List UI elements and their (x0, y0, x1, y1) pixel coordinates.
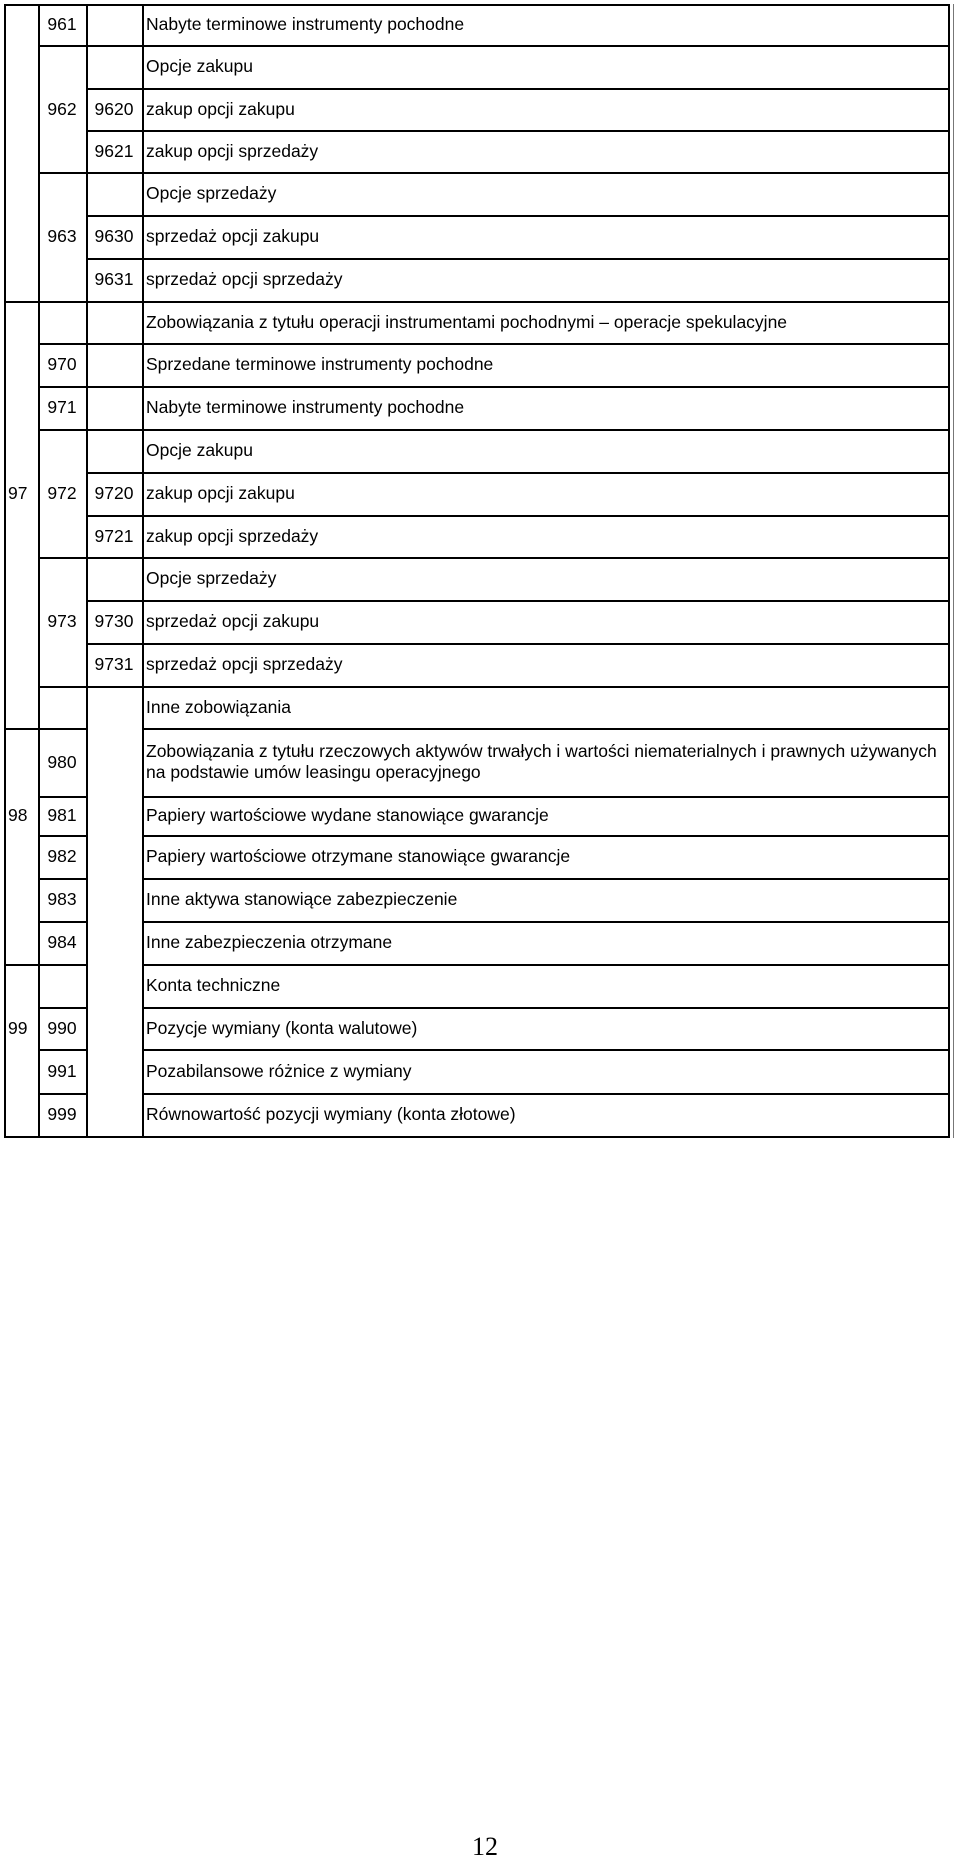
grid-line-horizontal (38, 1049, 88, 1051)
grid-line-horizontal (86, 45, 144, 47)
page-number: 12 (472, 1832, 498, 1861)
account-c2-cell (38, 4, 86, 45)
account-name-cell (142, 878, 942, 921)
grid-line-horizontal (142, 557, 950, 559)
grid-line-horizontal (86, 343, 144, 345)
account-c1-cell (8, 1007, 38, 1049)
grid-line-horizontal (86, 4, 144, 6)
grid-line-horizontal (38, 4, 88, 6)
account-c2-cell-text: 991 (47, 1060, 77, 1081)
grid-line-horizontal (142, 301, 950, 303)
grid-line-horizontal (86, 215, 144, 217)
grid-line-horizontal (142, 130, 950, 132)
account-c3-cell (86, 130, 142, 172)
account-c2-cell (38, 796, 86, 835)
grid-line-horizontal (86, 429, 144, 431)
grid-line-horizontal (38, 964, 88, 966)
account-name-cell (142, 301, 942, 343)
grid-line-horizontal (86, 686, 144, 688)
account-c3-cell-text: 9731 (94, 654, 134, 674)
account-name-cell (142, 1093, 942, 1136)
account-c2-cell (38, 215, 86, 258)
account-c3-cell (86, 258, 142, 301)
grid-line-vertical (4, 4, 6, 1138)
grid-line-horizontal (142, 429, 950, 431)
account-name-cell-text: Konta techniczne (146, 975, 281, 995)
account-c3-cell (86, 600, 142, 643)
account-c2-cell (38, 600, 86, 643)
grid-line-horizontal (38, 1007, 88, 1009)
account-name-cell (142, 515, 942, 557)
grid-line-horizontal (142, 878, 950, 880)
account-name-cell-text: zakup opcji sprzedaży (146, 525, 319, 546)
account-c3-cell (86, 88, 142, 130)
account-c1-cell (8, 472, 38, 515)
grid-line-horizontal (86, 386, 144, 388)
grid-line-horizontal (86, 643, 144, 645)
account-name-cell-text: Równowartość pozycji wymiany (konta złotowe) (146, 1104, 516, 1124)
account-c2-cell (38, 1093, 86, 1136)
grid-line-horizontal (4, 964, 40, 966)
grid-line-horizontal (142, 835, 950, 837)
account-name-cell (142, 921, 942, 964)
account-c2-cell (38, 1049, 86, 1093)
account-name-cell (142, 429, 942, 472)
account-c2-cell-text: 970 (47, 354, 77, 374)
grid-line-vertical (948, 4, 950, 1138)
account-name-cell-text: Nabyte terminowe instrumenty pochodne (146, 14, 465, 34)
grid-line-horizontal (4, 4, 40, 6)
account-c3-cell-text: 9620 (94, 98, 134, 119)
grid-line-horizontal (142, 643, 950, 645)
grid-line-horizontal (86, 557, 144, 559)
account-c3-cell-text: 9730 (94, 611, 134, 631)
account-name-cell-text: Inne zabezpieczenia otrzymane (146, 932, 393, 952)
grid-line-horizontal (142, 686, 950, 688)
account-name-cell-text: Sprzedane terminowe instrumenty pochodne (146, 354, 494, 374)
grid-line-horizontal (38, 557, 88, 559)
account-name-cell-text: Zobowiązania z tytułu rzeczowych aktywów trwałych i wartości niematerialnych i prawnych używanych na podstawie umów leasingu operacyjnego (146, 741, 937, 782)
grid-line-horizontal (86, 515, 144, 517)
grid-line-horizontal (142, 258, 950, 260)
account-c2-cell (38, 1007, 86, 1049)
grid-line-horizontal (38, 343, 88, 345)
account-c2-cell (38, 728, 86, 796)
account-name-cell (142, 557, 942, 600)
account-c2-cell-text: 971 (47, 397, 77, 417)
account-c2-cell (38, 386, 86, 429)
account-name-cell (142, 1049, 942, 1093)
account-c2-cell-text: 980 (47, 751, 77, 772)
account-c2-cell-text: 999 (47, 1104, 77, 1124)
grid-line-horizontal (86, 1136, 144, 1138)
account-c1-cell-text: 97 (8, 483, 28, 503)
account-name-cell (142, 343, 942, 386)
account-name-cell (142, 1007, 942, 1049)
grid-line-horizontal (86, 88, 144, 90)
account-name-cell-text: Papiery wartościowe otrzymane stanowiące gwarancje (146, 846, 571, 866)
grid-line-horizontal (86, 130, 144, 132)
account-name-cell-text: zakup opcji zakupu (146, 483, 295, 503)
account-name-cell (142, 172, 942, 215)
account-c2-cell (38, 88, 86, 130)
grid-line-horizontal (142, 728, 950, 730)
grid-line-horizontal (38, 921, 88, 923)
account-name-cell (142, 728, 942, 796)
account-name-cell (142, 45, 942, 88)
account-name-cell-text: Pozabilansowe różnice z wymiany (146, 1060, 412, 1081)
account-c1-cell-text: 98 (8, 805, 28, 825)
account-c3-cell (86, 472, 142, 515)
grid-line-horizontal (142, 88, 950, 90)
grid-line-horizontal (142, 964, 950, 966)
account-name-cell-text: Zobowiązania z tytułu operacji instrumentami pochodnymi – operacje spekulacyjne (146, 311, 788, 332)
account-c2-cell-text: 961 (47, 14, 77, 34)
account-name-cell (142, 88, 942, 130)
account-name-cell-text: Opcje sprzedaży (146, 568, 277, 588)
account-name-cell (142, 835, 942, 878)
grid-line-horizontal (4, 301, 40, 303)
account-name-cell-text: Papiery wartościowe wydane stanowiące gwarancje (146, 805, 549, 825)
grid-line-vertical (142, 4, 144, 1138)
account-name-cell (142, 686, 942, 728)
grid-line-horizontal (142, 386, 950, 388)
account-c3-cell (86, 643, 142, 686)
account-name-cell-text: sprzedaż opcji sprzedaży (146, 654, 343, 674)
account-name-cell (142, 472, 942, 515)
account-c3-cell-text: 9721 (94, 525, 134, 546)
grid-line-horizontal (86, 600, 144, 602)
grid-line-horizontal (38, 386, 88, 388)
grid-line-horizontal (142, 796, 950, 798)
grid-line-horizontal (38, 686, 88, 688)
account-c2-cell-text: 983 (47, 889, 77, 909)
grid-line-horizontal (38, 835, 88, 837)
grid-line-horizontal (142, 1007, 950, 1009)
grid-line-horizontal (38, 301, 88, 303)
grid-line-horizontal (142, 1049, 950, 1051)
account-name-cell-text: zakup opcji sprzedaży (146, 140, 319, 161)
account-c2-cell (38, 921, 86, 964)
account-c2-cell-text: 973 (47, 611, 77, 631)
account-c3-cell-text: 9621 (94, 140, 134, 161)
grid-line-horizontal (142, 1136, 950, 1138)
grid-line-vertical (953, 4, 954, 1138)
grid-line-horizontal (142, 45, 950, 47)
grid-line-horizontal (4, 728, 40, 730)
account-c2-cell-text: 972 (47, 483, 77, 503)
account-name-cell-text: Nabyte terminowe instrumenty pochodne (146, 397, 465, 417)
account-name-cell-text: Opcje zakupu (146, 56, 254, 76)
grid-line-horizontal (4, 1136, 40, 1138)
grid-line-horizontal (86, 472, 144, 474)
account-c2-cell (38, 835, 86, 878)
account-name-cell (142, 964, 942, 1007)
account-name-cell (142, 796, 942, 835)
account-name-cell-text: Pozycje wymiany (konta walutowe) (146, 1017, 418, 1038)
account-c2-cell-text: 962 (47, 98, 77, 119)
account-c3-cell-text: 9720 (94, 483, 134, 503)
account-c1-cell (8, 796, 38, 835)
grid-line-horizontal (38, 429, 88, 431)
account-c2-cell-text: 990 (47, 1017, 77, 1038)
grid-line-horizontal (86, 258, 144, 260)
account-name-cell-text: Inne aktywa stanowiące zabezpieczenie (146, 889, 458, 909)
grid-line-vertical (38, 4, 40, 1138)
account-name-cell-text: Opcje sprzedaży (146, 183, 277, 203)
account-name-cell (142, 386, 942, 429)
account-c2-cell (38, 472, 86, 515)
account-c3-cell (86, 215, 142, 258)
grid-line-horizontal (142, 1093, 950, 1095)
grid-line-horizontal (142, 4, 950, 6)
grid-line-horizontal (38, 1093, 88, 1095)
account-c2-cell (38, 878, 86, 921)
account-c1-cell-text: 99 (8, 1017, 28, 1038)
account-name-cell (142, 215, 942, 258)
account-name-cell-text: zakup opcji zakupu (146, 98, 295, 119)
grid-line-horizontal (86, 301, 144, 303)
grid-line-horizontal (142, 215, 950, 217)
grid-line-horizontal (142, 600, 950, 602)
account-c2-cell-text: 982 (47, 846, 77, 866)
account-name-cell (142, 600, 942, 643)
account-name-cell (142, 130, 942, 172)
account-name-cell-text: sprzedaż opcji zakupu (146, 611, 320, 631)
account-name-cell-text: sprzedaż opcji sprzedaży (146, 269, 343, 289)
grid-line-horizontal (38, 1136, 88, 1138)
account-name-cell (142, 258, 942, 301)
account-c2-cell-text: 981 (47, 805, 77, 825)
grid-line-horizontal (38, 878, 88, 880)
grid-line-horizontal (142, 343, 950, 345)
grid-line-horizontal (142, 472, 950, 474)
account-name-cell (142, 643, 942, 686)
account-c2-cell (38, 343, 86, 386)
grid-line-horizontal (38, 796, 88, 798)
account-name-cell-text: Opcje zakupu (146, 440, 254, 460)
account-c3-cell (86, 515, 142, 557)
account-name-cell-text: sprzedaż opcji zakupu (146, 226, 320, 246)
account-name-cell (142, 4, 942, 45)
grid-line-horizontal (142, 172, 950, 174)
account-name-cell-text: Inne zobowiązania (146, 696, 291, 717)
grid-line-horizontal (86, 172, 144, 174)
account-c3-cell-text: 9631 (94, 269, 134, 289)
grid-line-vertical (86, 4, 88, 1138)
grid-line-horizontal (142, 515, 950, 517)
account-c2-cell-text: 963 (47, 226, 77, 246)
grid-line-horizontal (38, 172, 88, 174)
grid-line-horizontal (38, 45, 88, 47)
grid-line-horizontal (142, 921, 950, 923)
grid-line-horizontal (38, 728, 88, 730)
account-c2-cell-text: 984 (47, 932, 77, 952)
account-c3-cell-text: 9630 (94, 226, 134, 246)
